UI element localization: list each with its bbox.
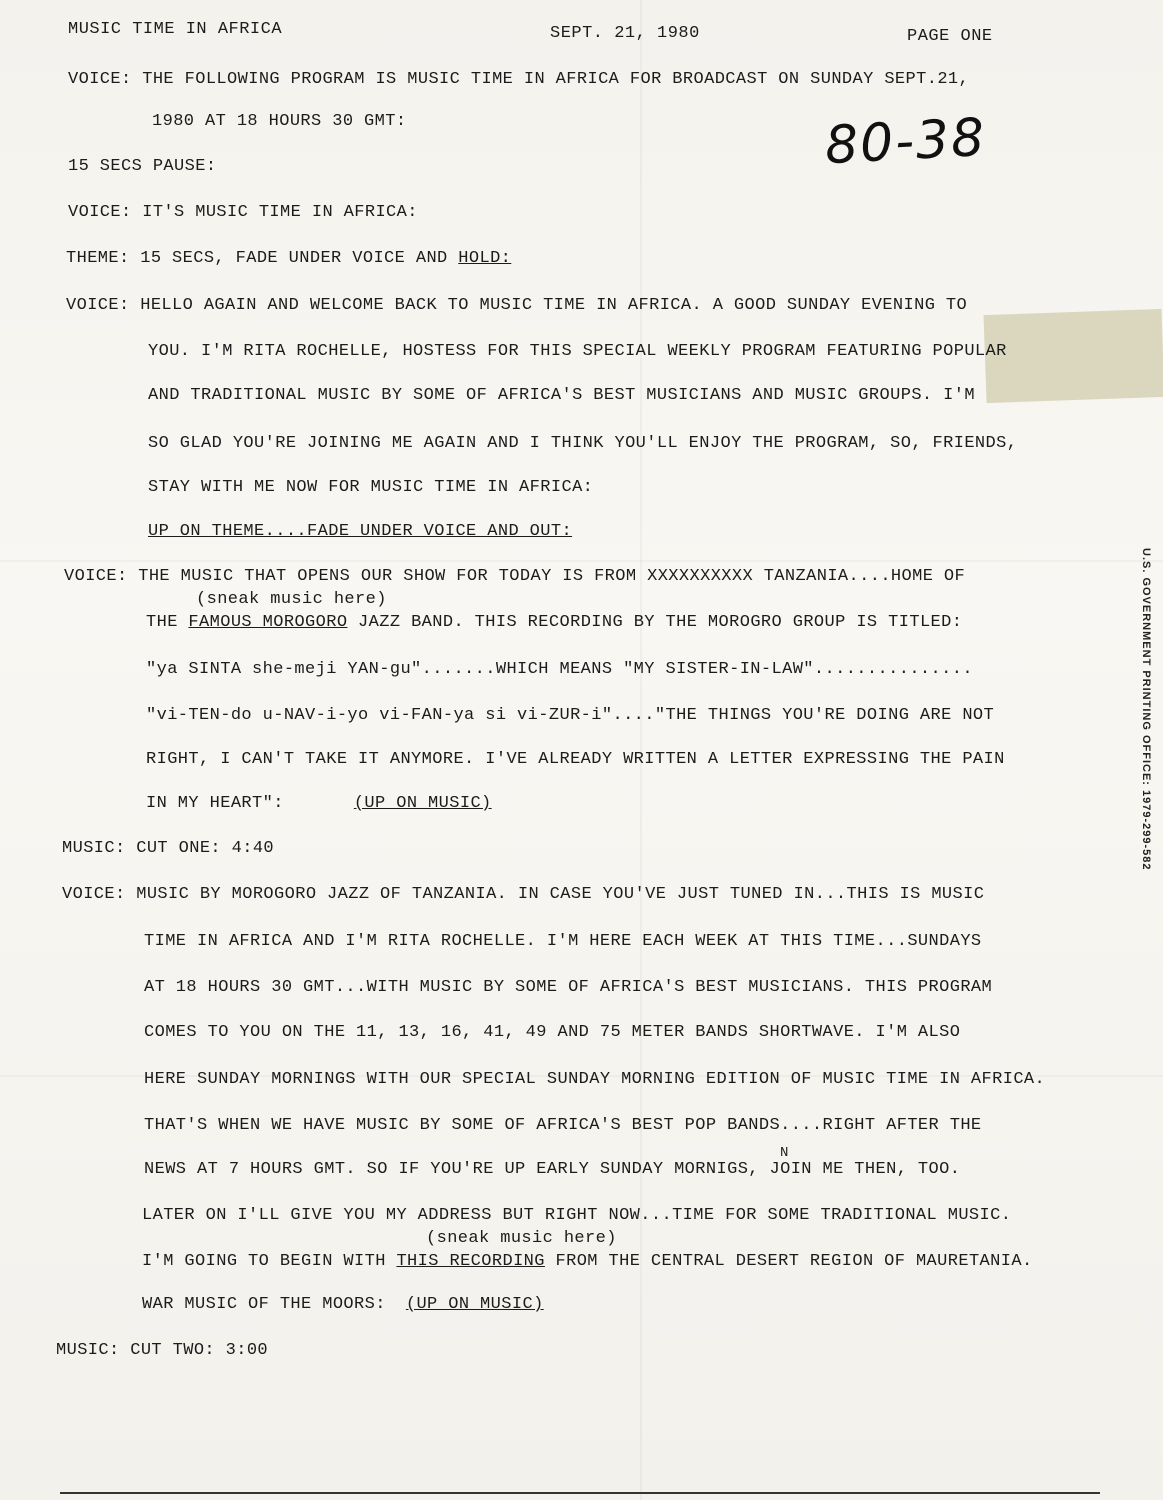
- script-line: HERE SUNDAY MORNINGS WITH OUR SPECIAL SUNDAY MORNING EDITION OF MUSIC TIME IN AFRICA.: [144, 1070, 1046, 1089]
- script-line: 15 SECS PAUSE:: [68, 157, 217, 176]
- script-line: VOICE: MUSIC BY MOROGORO JAZZ OF TANZANIA. IN CASE YOU'VE JUST TUNED IN...THIS IS MUSIC: [62, 885, 985, 904]
- bottom-rule: [60, 1492, 1100, 1494]
- script-text: IN MY HEART":: [146, 794, 284, 813]
- script-line: "vi-TEN-do u-NAV-i-yo vi-FAN-ya si vi-ZUR-i"...."THE THINGS YOU'RE DOING ARE NOT: [146, 706, 995, 725]
- script-text-underlined: (UP ON MUSIC): [405, 1295, 544, 1314]
- script-line: 1980 AT 18 HOURS 30 GMT:: [152, 112, 407, 131]
- document-date: SEPT. 21, 1980: [550, 24, 700, 43]
- script-line: VOICE: IT'S MUSIC TIME IN AFRICA:: [68, 203, 418, 222]
- script-line: YOU. I'M RITA ROCHELLE, HOSTESS FOR THIS SPECIAL WEEKLY PROGRAM FEATURING POPULAR: [148, 342, 1007, 361]
- script-text-underlined: (UP ON MUSIC): [353, 794, 492, 813]
- script-line: VOICE: THE MUSIC THAT OPENS OUR SHOW FOR TODAY IS FROM XXXXXXXXXX TANZANIA....HOME OF: [64, 567, 966, 586]
- script-line: VOICE: THE FOLLOWING PROGRAM IS MUSIC TIME IN AFRICA FOR BROADCAST ON SUNDAY SEPT.21,: [68, 70, 970, 89]
- script-line: LATER ON I'LL GIVE YOU MY ADDRESS BUT RIGHT NOW...TIME FOR SOME TRADITIONAL MUSIC.: [142, 1206, 1012, 1225]
- script-line: [146, 794, 492, 813]
- script-line: AND TRADITIONAL MUSIC BY SOME OF AFRICA'S BEST MUSICIANS AND MUSIC GROUPS. I'M: [148, 386, 975, 405]
- printing-office-note: U.S. GOVERNMENT PRINTING OFFICE: 1979-299-582: [1140, 548, 1152, 871]
- handwritten-annotation: 80-38: [823, 107, 988, 177]
- script-line: [146, 613, 962, 632]
- script-line: "ya SINTA she-meji YAN-gu".......WHICH MEANS "MY SISTER-IN-LAW"...............: [146, 660, 973, 679]
- script-line: SO GLAD YOU'RE JOINING ME AGAIN AND I THINK YOU'LL ENJOY THE PROGRAM, SO, FRIENDS,: [148, 434, 1018, 453]
- script-text: I'M GOING TO BEGIN WITH: [142, 1252, 397, 1271]
- script-note: (sneak music here): [426, 1229, 617, 1248]
- script-line: [66, 249, 511, 268]
- script-line: THAT'S WHEN WE HAVE MUSIC BY SOME OF AFRICA'S BEST POP BANDS....RIGHT AFTER THE: [144, 1116, 982, 1135]
- script-text: FROM THE CENTRAL DESERT REGION OF MAURETANIA.: [544, 1252, 1033, 1271]
- script-line: TIME IN AFRICA AND I'M RITA ROCHELLE. I'M HERE EACH WEEK AT THIS TIME...SUNDAYS: [144, 932, 982, 951]
- script-line: COMES TO YOU ON THE 11, 13, 16, 41, 49 AND 75 METER BANDS SHORTWAVE. I'M ALSO: [144, 1023, 961, 1042]
- tape-strip: [984, 309, 1163, 403]
- page-number: PAGE ONE: [907, 27, 993, 46]
- script-line: VOICE: HELLO AGAIN AND WELCOME BACK TO MUSIC TIME IN AFRICA. A GOOD SUNDAY EVENING TO: [66, 296, 968, 315]
- script-line: NEWS AT 7 HOURS GMT. SO IF YOU'RE UP EARLY SUNDAY MORNIGS, JOIN ME THEN, TOO.: [144, 1160, 961, 1179]
- script-text-underlined: FAMOUS MOROGORO: [188, 613, 348, 632]
- script-line: MUSIC: CUT ONE: 4:40: [62, 839, 275, 858]
- script-line: [142, 1252, 1033, 1271]
- script-line: MUSIC: CUT TWO: 3:00: [56, 1341, 269, 1360]
- script-text: THE: [146, 613, 189, 632]
- script-text: WAR MUSIC OF THE MOORS:: [142, 1295, 386, 1314]
- document-title: MUSIC TIME IN AFRICA: [68, 20, 283, 39]
- fold-crease-horizontal: [0, 560, 1163, 562]
- script-text-underlined: THIS RECORDING: [396, 1252, 545, 1271]
- script-line: STAY WITH ME NOW FOR MUSIC TIME IN AFRICA:: [148, 478, 594, 497]
- script-text-underlined: HOLD:: [458, 249, 512, 268]
- script-text: THEME: 15 SECS, FADE UNDER VOICE AND: [66, 249, 459, 268]
- script-line: AT 18 HOURS 30 GMT...WITH MUSIC BY SOME OF AFRICA'S BEST MUSICIANS. THIS PROGRAM: [144, 978, 993, 997]
- script-line: [142, 1295, 544, 1314]
- script-line: RIGHT, I CAN'T TAKE IT ANYMORE. I'VE ALREADY WRITTEN A LETTER EXPRESSING THE PAIN: [146, 750, 1005, 769]
- script-line-cue: UP ON THEME....FADE UNDER VOICE AND OUT:: [148, 522, 573, 541]
- script-note: (sneak music here): [196, 590, 387, 609]
- script-correction: N: [780, 1145, 789, 1161]
- script-text: JAZZ BAND. THIS RECORDING BY THE MOROGRO GROUP IS TITLED:: [347, 613, 963, 632]
